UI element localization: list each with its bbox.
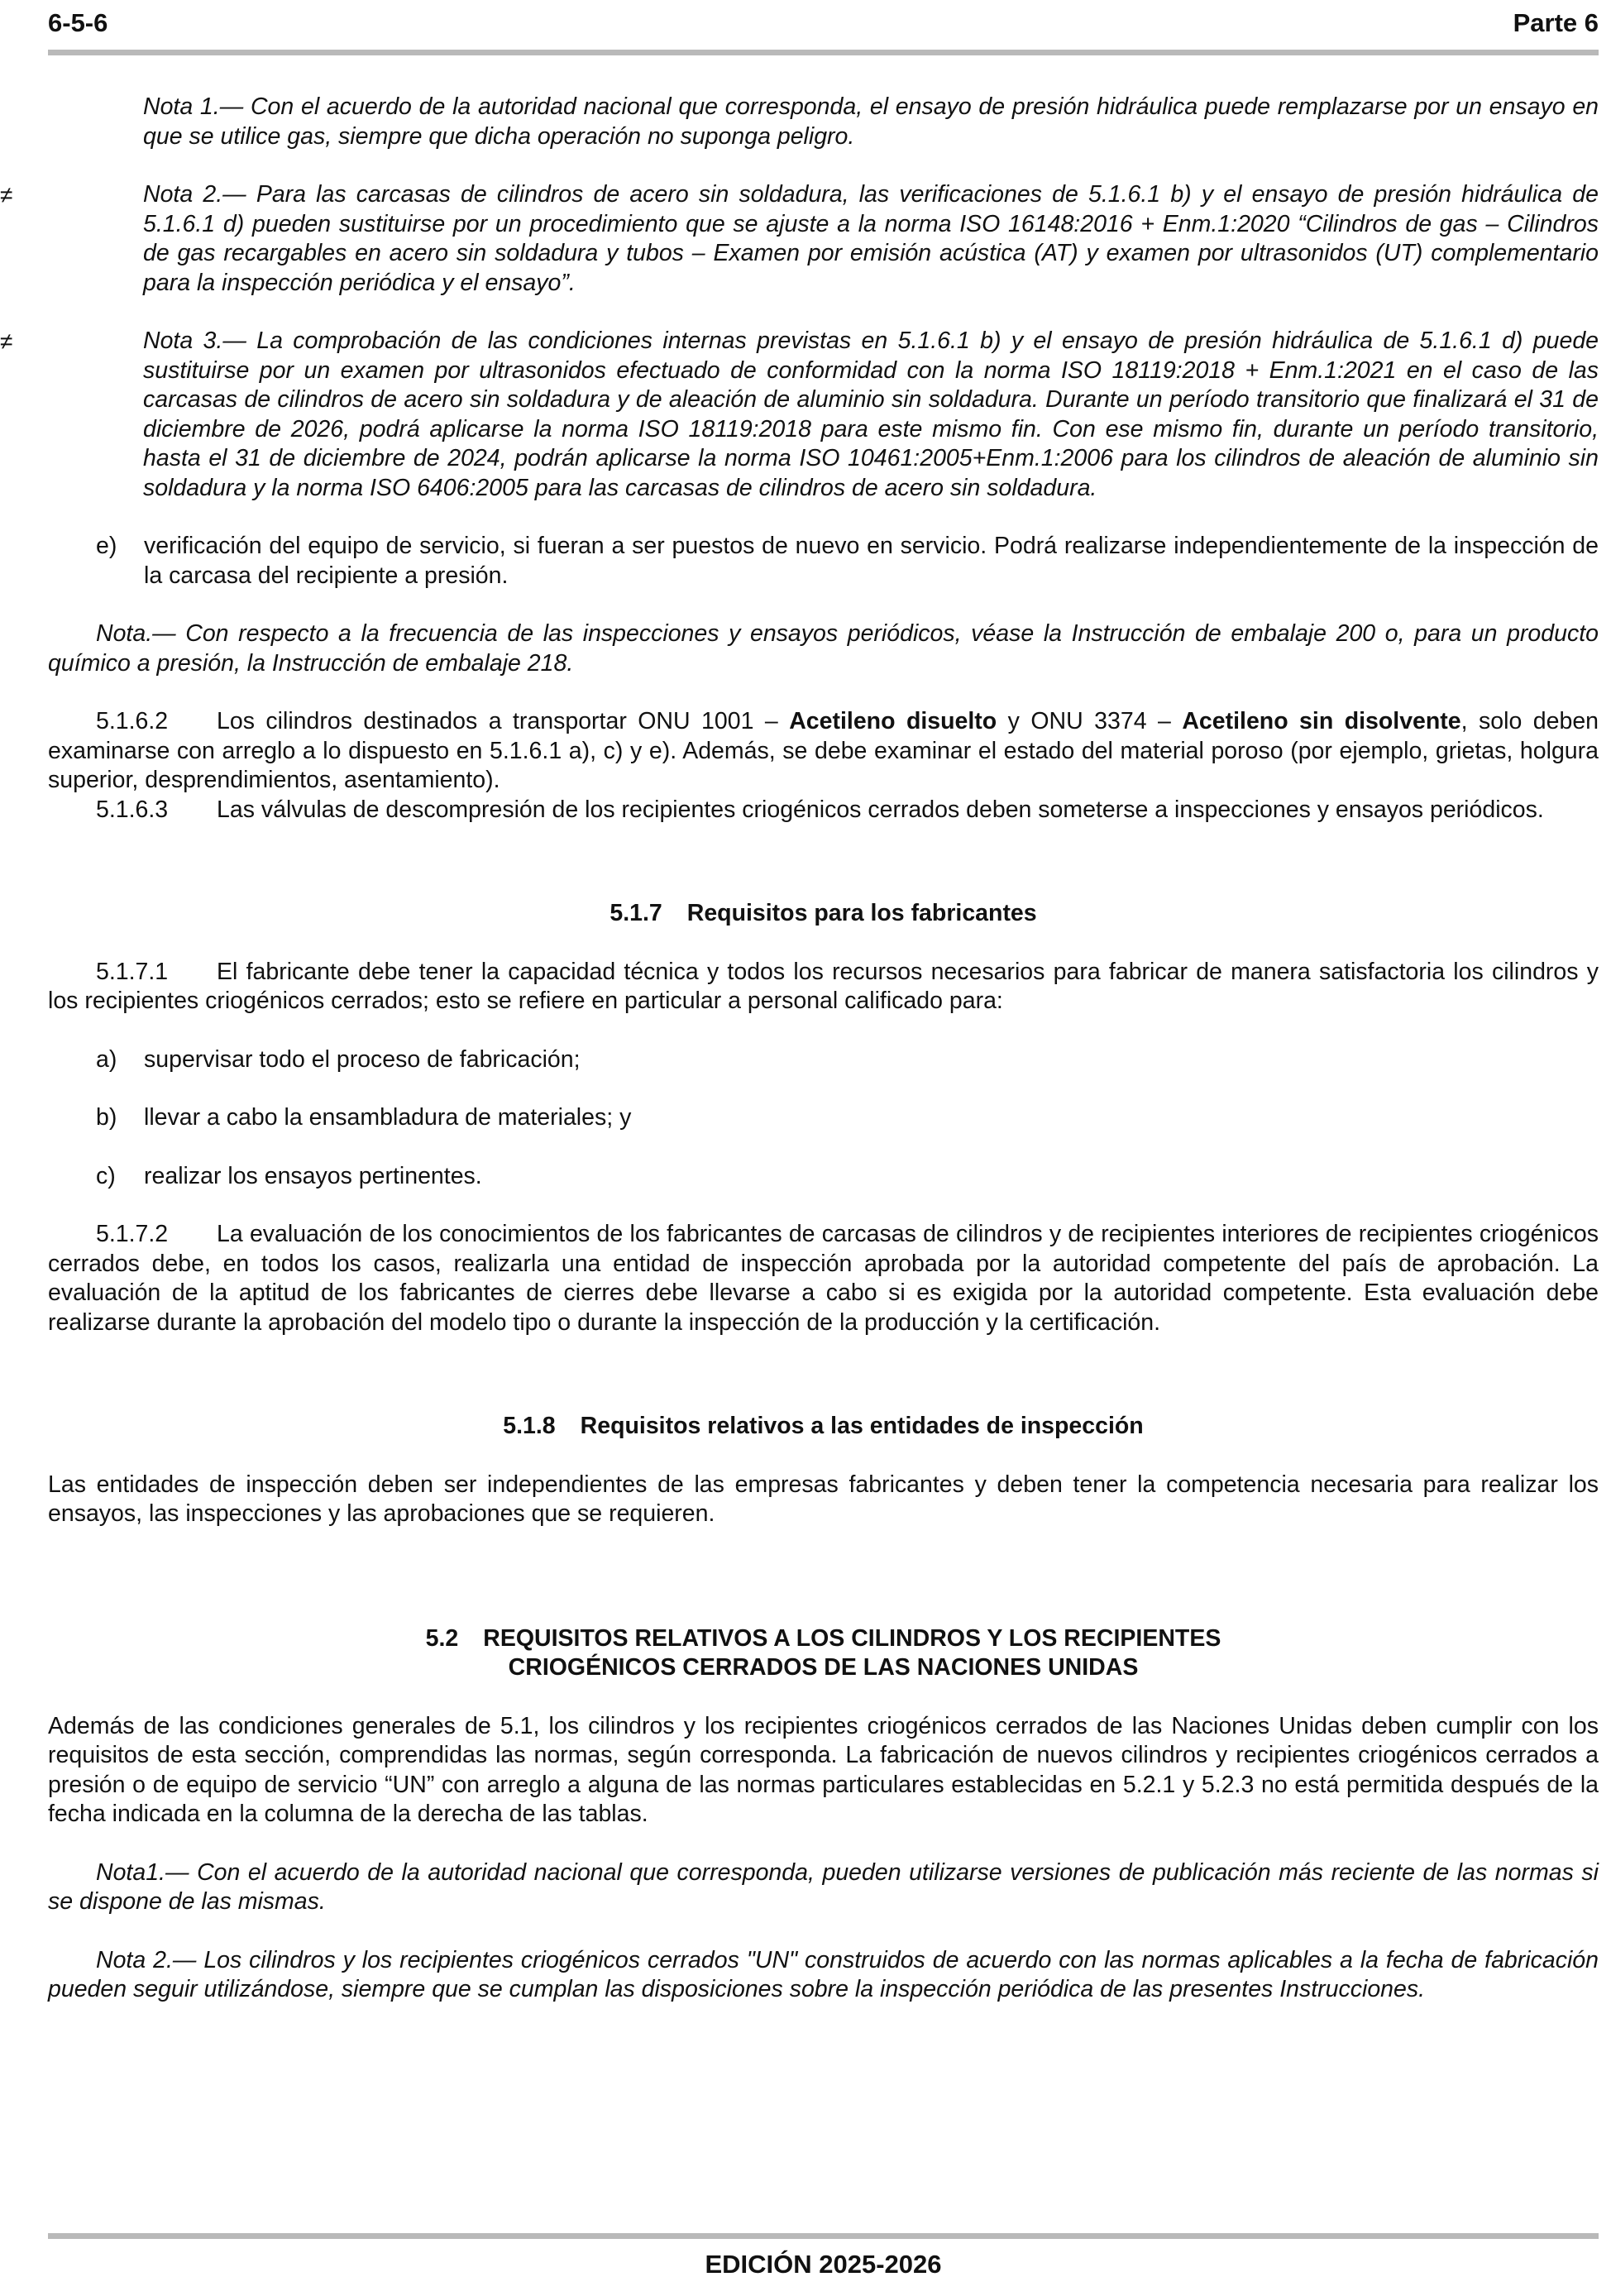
section-title: Requisitos relativos a las entidades de inspección xyxy=(580,1413,1144,1439)
list-item-c xyxy=(48,1162,1599,1192)
note-3-text: La comprobación de las condiciones internas previstas en 5.1.6.1 b) y el ensayo de presión hidráulica de 5.1.6.1 d) puede sustituirse por un examen por ultrasonidos efectuado de conformidad con la norma ISO 18119:2018 + Enm.1:2021 en el caso de las carcasas de cilindros de acero sin soldadura y de aleación de aluminio sin soldadura. Durante un período transitorio que finalizará el 31 de diciembre de 2026, podrá aplicarse la norma ISO 18119:2018 para este mismo fin. Con ese mismo fin, durante un período transitorio, hasta el 31 de diciembre de 2024, podrán aplicarse la norma ISO 10461:2005+Enm.1:2006 para los cilindros de aleación de aluminio sin soldadura y la norma ISO 6406:2005 para las carcasas de cilindros de acero sin soldadura. xyxy=(143,328,1599,501)
list-item-text: verificación del equipo de servicio, si fueran a ser puestos de nuevo en servicio. Podrá realizarse independientemente de la inspección de la carcasa del recipiente a presión. xyxy=(144,533,1599,589)
note-lead: Nota 2.— xyxy=(96,1946,197,1973)
paragraph-text: El fabricante debe tener la capacidad técnica y todos los recursos necesarios para fabricar de manera satisfactoria los cilindros y los recipientes criogénicos cerrados; esto se refiere en particular a personal calificado para: xyxy=(48,958,1599,1014)
paragraph-text: Las válvulas de descompresión de los recipientes criogénicos cerrados deben someterse a inspecciones y ensayos periódicos. xyxy=(217,796,1544,823)
note-5-2-1 xyxy=(48,1858,1599,1917)
section-number: 5.2 xyxy=(425,1624,459,1652)
paragraph-5-2: Además de las condiciones generales de 5.1, los cilindros y los recipientes criogénicos cerrados de las Naciones Unidas deben cumplir con los requisitos de esta sección, comprendidas las normas, según corresponda. La fabricación de nuevos cilindros y recipientes criogénicos cerrados a presión o de equipo de servicio “UN” con arreglo a alguna de las normas particulares establecidas en 5.2.1 y 5.2.3 no está permitida después de la fecha indicada en la columna de la derecha de las tablas. xyxy=(48,1712,1599,1827)
section-title: Requisitos para los fabricantes xyxy=(686,900,1037,926)
note-2 xyxy=(0,180,1599,298)
list-item-text: supervisar todo el proceso de fabricación; xyxy=(144,1045,581,1073)
paragraph-text: y ONU 3374 – xyxy=(997,708,1183,734)
paragraph-number: 5.1.6.2 xyxy=(96,708,169,734)
note-frequency xyxy=(48,619,1599,678)
note-text: Los cilindros y los recipientes criogénicos cerrados "UN" construidos de acuerdo con las normas aplicables a la fecha de fabricación pueden seguir utilizándose, siempre que se cumplan las disposiciones sobre la inspección periódica de las presentes Instrucciones. xyxy=(48,1946,1599,2002)
section-heading-5-2 xyxy=(48,1624,1599,1683)
list-item-b xyxy=(48,1103,1599,1133)
note-frequency-lead: Nota.— xyxy=(96,620,176,647)
change-marker-icon: ≠ xyxy=(0,328,13,354)
note-2-text: Para las carcasas de cilindros de acero sin soldadura, las verificaciones de 5.1.6.1 b) y el ensayo de presión hidráulica de 5.1.6.1 d) pueden sustituirse por un procedimiento que se ajuste a la norma ISO 16148:2016 + Enm.1:2020 “Cilindros de gas – Cilindros de gas recargables en acero sin soldadura y tubos – Examen por emisión acústica (AT) y examen por ultrasonidos (UT) complementario para la inspección periódica y el ensayo”. xyxy=(143,181,1599,296)
list-item-e xyxy=(48,532,1599,591)
change-marker-icon: ≠ xyxy=(0,182,13,208)
section-number: 5.1.8 xyxy=(503,1413,556,1439)
section-heading-5-1-8 xyxy=(48,1412,1599,1442)
section-title-line-2: CRIOGÉNICOS CERRADOS DE LAS NACIONES UNIDAS xyxy=(508,1654,1139,1681)
edition-footer: EDICIÓN 2025-2026 xyxy=(705,2250,942,2279)
note-3 xyxy=(0,327,1599,503)
paragraph-number: 5.1.7.1 xyxy=(96,958,169,985)
header-rule xyxy=(48,50,1599,55)
list-item-label: b) xyxy=(96,1104,117,1131)
part-label: Parte 6 xyxy=(1513,8,1599,37)
paragraph-5-1-6-2 xyxy=(48,707,1599,796)
paragraph-text: La evaluación de los conocimientos de los fabricantes de carcasas de cilindros y de recipientes interiores de recipientes criogénicos cerrados debe, en todos los casos, realizarla una entidad de inspección aprobada por la autoridad competente del país de aprobación. La evaluación de la aptitud de los fabricantes de cierres debe llevarse a cabo si es exigida por la autoridad competente. Esta evaluación debe realizarse durante la aprobación del modelo tipo o durante la inspección de la producción y la certificación. xyxy=(48,1221,1599,1336)
bold-substance-name: Acetileno sin disolvente xyxy=(1182,708,1461,734)
list-item-label: e) xyxy=(96,533,117,559)
list-item-a xyxy=(48,1045,1599,1075)
note-lead: Nota1.— xyxy=(96,1858,189,1886)
note-1 xyxy=(48,93,1599,151)
note-text: Con el acuerdo de la autoridad nacional que corresponda, pueden utilizarse versiones de publicación más reciente de las normas si se dispone de las mismas. xyxy=(48,1858,1599,1915)
note-3-lead: Nota 3.— xyxy=(143,328,246,354)
list-item-label: a) xyxy=(96,1045,117,1073)
paragraph-5-1-8: Las entidades de inspección deben ser independientes de las empresas fabricantes y deben tener la competencia necesaria para realizar los ensayos, las inspecciones y las aprobaciones que se requieren. xyxy=(48,1471,1599,1527)
list-item-label: c) xyxy=(96,1162,116,1189)
section-heading-5-1-7 xyxy=(48,899,1599,929)
paragraph-number: 5.1.7.2 xyxy=(96,1221,169,1247)
paragraph-5-1-7-2 xyxy=(48,1220,1599,1337)
paragraph-text: , solo deben examinarse con arreglo a lo dispuesto en 5.1.6.1 a), c) y e). Además, se debe examinar el estado del material poroso (por ejemplo, grietas, holgura superior, desprendimientos, asentamiento). xyxy=(48,708,1599,793)
paragraph-number: 5.1.6.3 xyxy=(96,796,169,823)
note-frequency-text: Con respecto a la frecuencia de las inspecciones y ensayos periódicos, véase la Instrucción de embalaje 200 o, para un producto químico a presión, la Instrucción de embalaje 218. xyxy=(48,620,1599,677)
paragraph-5-1-7-1 xyxy=(48,958,1599,1016)
list-item-text: llevar a cabo la ensambladura de materiales; y xyxy=(144,1104,632,1131)
paragraph-text: Los cilindros destinados a transportar ONU 1001 – xyxy=(217,708,790,734)
section-title-line-1: REQUISITOS RELATIVOS A LOS CILINDROS Y LOS RECIPIENTES xyxy=(483,1624,1221,1652)
bold-substance-name: Acetileno disuelto xyxy=(789,708,997,734)
note-1-text: Con el acuerdo de la autoridad nacional que corresponda, el ensayo de presión hidráulica puede remplazarse por un ensayo en que se utilice gas, siempre que dicha operación no suponga peligro. xyxy=(143,93,1599,150)
footer-rule xyxy=(48,2233,1599,2239)
note-2-lead: Nota 2.— xyxy=(143,181,246,208)
page-header xyxy=(48,8,1599,50)
list-item-text: realizar los ensayos pertinentes. xyxy=(144,1162,482,1189)
note-1-lead: Nota 1.— xyxy=(143,93,244,120)
section-number: 5.1.7 xyxy=(610,900,662,926)
paragraph-5-1-6-3 xyxy=(48,796,1599,825)
page-content xyxy=(0,93,1599,2005)
page-number: 6-5-6 xyxy=(48,8,108,37)
note-5-2-2 xyxy=(48,1946,1599,2005)
